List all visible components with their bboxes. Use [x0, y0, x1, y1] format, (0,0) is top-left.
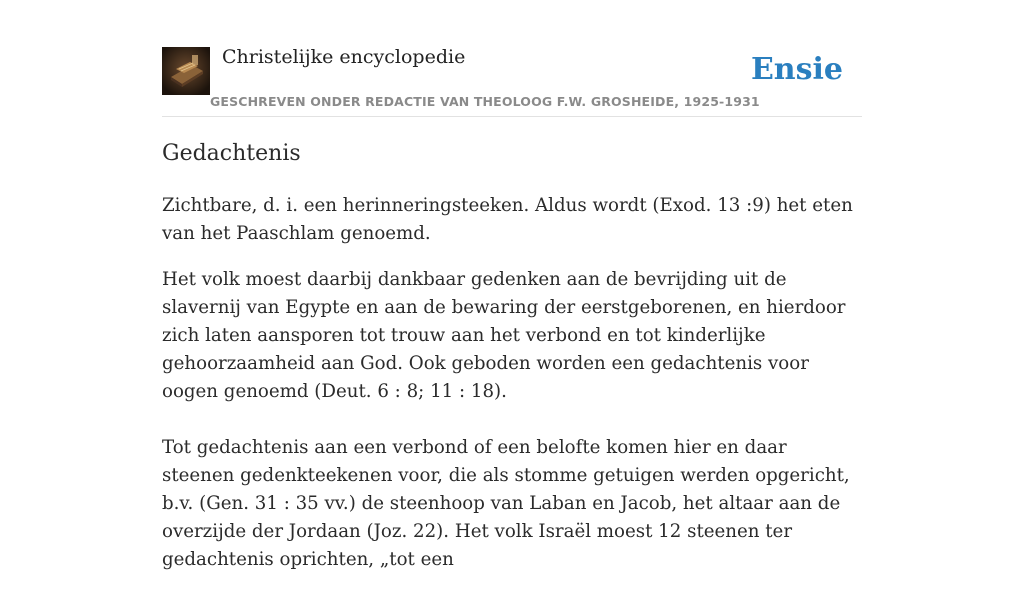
site-header: [162, 0, 862, 117]
article-title: Gedachtenis: [162, 141, 301, 166]
site-subtitle: GESCHREVEN ONDER REDACTIE VAN THEOLOOG F.W. GROSHEIDE, 1925-1931: [210, 94, 760, 109]
page: [162, 0, 862, 570]
article-body: [162, 192, 862, 592]
brand-logo[interactable]: Ensie: [750, 52, 843, 87]
article-paragraph: Zichtbare, d. i. een herinneringsteeken. Aldus wordt (Exod. 13 :9) het eten van het Paaschlam genoemd.: [162, 195, 853, 244]
book-cover-icon: [162, 47, 210, 95]
site-name[interactable]: Christelijke encyclopedie: [222, 46, 466, 68]
article-paragraph: Het volk moest daarbij dankbaar gedenken aan de bevrijding uit de slavernij van Egypte en aan de bewaring der eerstgeborenen, en hierdoor zich laten aansporen tot trouw aan het verbond en tot kinderlijke gehoorzaamheid aan God. Ook geboden worden een gedachtenis voor oogen genoemd (Deut. 6 : 8; 11 : 18).: [162, 269, 846, 402]
article-paragraph: Tot gedachtenis aan een verbond of een belofte komen hier en daar steenen gedenkteekenen voor, die als stomme getuigen werden opgericht, b.v. (Gen. 31 : 35 vv.) de steenhoop van Laban en Jacob, het altaar aan de overzijde der Jordaan (Joz. 22). Het volk Israël moest 12 steenen ter gedachtenis oprichten, „tot een: [162, 437, 850, 570]
encyclopedia-avatar[interactable]: [162, 47, 210, 95]
